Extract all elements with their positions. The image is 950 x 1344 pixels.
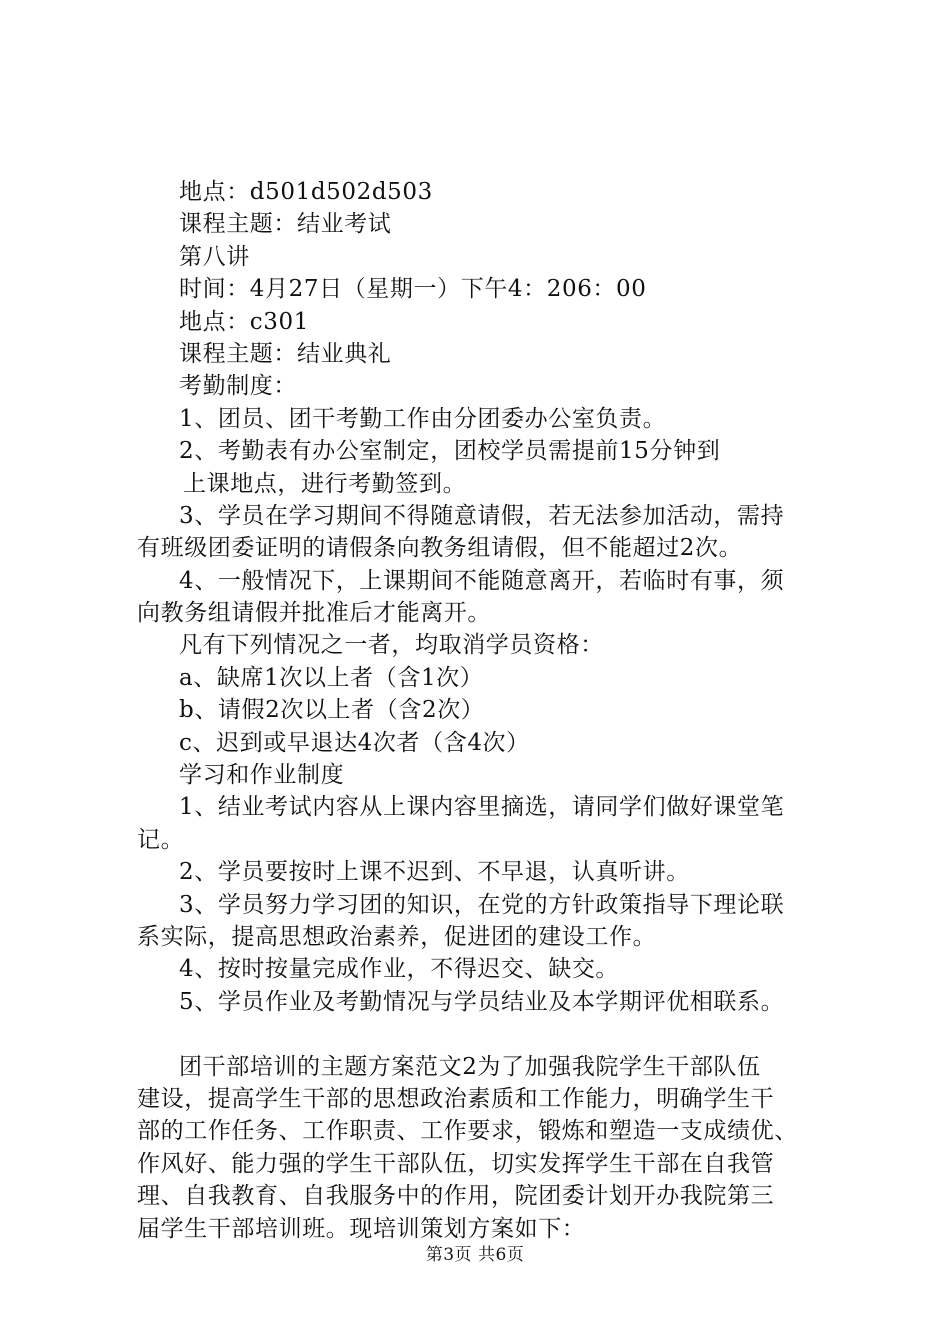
text-line: 有班级团委证明的请假条向教务组请假，但不能超过2次。	[137, 535, 743, 562]
section-heading: 学习和作业制度	[179, 762, 345, 789]
text-line: 1、结业考试内容从上课内容里摘选，请同学们做好课堂笔	[179, 794, 785, 821]
page-number-footer: 第3页 共6页	[425, 1245, 525, 1265]
text-line: 凡有下列情况之一者，均取消学员资格：	[179, 632, 604, 659]
text-line: 2、学员要按时上课不迟到、不早退，认真听讲。	[179, 859, 690, 886]
paragraph-gap	[137, 1018, 837, 1050]
text-line: 部的工作任务、工作职责、工作要求，锻炼和塑造一支成绩优、	[137, 1118, 798, 1145]
text-line: 上课地点，进行考勤签到。	[183, 470, 467, 497]
text-line: 3、学员在学习期间不得随意请假，若无法参加活动，需持	[179, 502, 785, 529]
text-line: 第八讲	[179, 243, 250, 270]
text-line: 4、一般情况下，上课期间不能随意离开，若临时有事，须	[179, 567, 785, 594]
list-item: b、请假2次以上者（含2次）	[179, 697, 485, 724]
document-body	[137, 176, 837, 1245]
text-line: 系实际，提高思想政治素养，促进团的建设工作。	[137, 923, 657, 950]
text-line: 5、学员作业及考勤情况与学员结业及本学期评优相联系。	[179, 988, 785, 1015]
text-line: 4、按时按量完成作业，不得迟交、缺交。	[179, 956, 620, 983]
list-item: a、缺席1次以上者（含1次）	[179, 664, 484, 691]
text-line: 课程主题：结业考试	[179, 211, 392, 238]
text-line: 届学生干部培训班。现培训策划方案如下：	[137, 1215, 586, 1242]
text-line: 地点：c301	[179, 308, 309, 335]
text-line: 1、团员、团干考勤工作由分团委办公室负责。	[179, 405, 667, 432]
text-line: 建设，提高学生干部的思想政治素质和工作能力，明确学生干	[137, 1085, 775, 1112]
text-line: 地点：d501d502d503	[179, 179, 433, 205]
list-item: c、迟到或早退达4次者（含4次）	[179, 729, 530, 756]
text-line: 时间：4月27日（星期一）下午4：206：00	[179, 276, 647, 303]
text-line: 2、考勤表有办公室制定，团校学员需提前15分钟到	[179, 438, 721, 465]
text-line: 向教务组请假并批准后才能离开。	[137, 600, 491, 627]
text-line: 记。	[137, 826, 185, 853]
text-line: 课程主题：结业典礼	[179, 340, 392, 367]
text-line: 3、学员努力学习团的知识，在党的方针政策指导下理论联	[179, 891, 785, 918]
section-heading: 考勤制度：	[179, 373, 297, 400]
text-line: 团干部培训的主题方案范文2为了加强我院学生干部队伍	[179, 1053, 761, 1080]
text-line: 作风好、能力强的学生干部队伍，切实发挥学生干部在自我管	[137, 1150, 775, 1177]
text-line: 理、自我教育、自我服务中的作用，院团委计划开办我院第三	[137, 1183, 775, 1210]
